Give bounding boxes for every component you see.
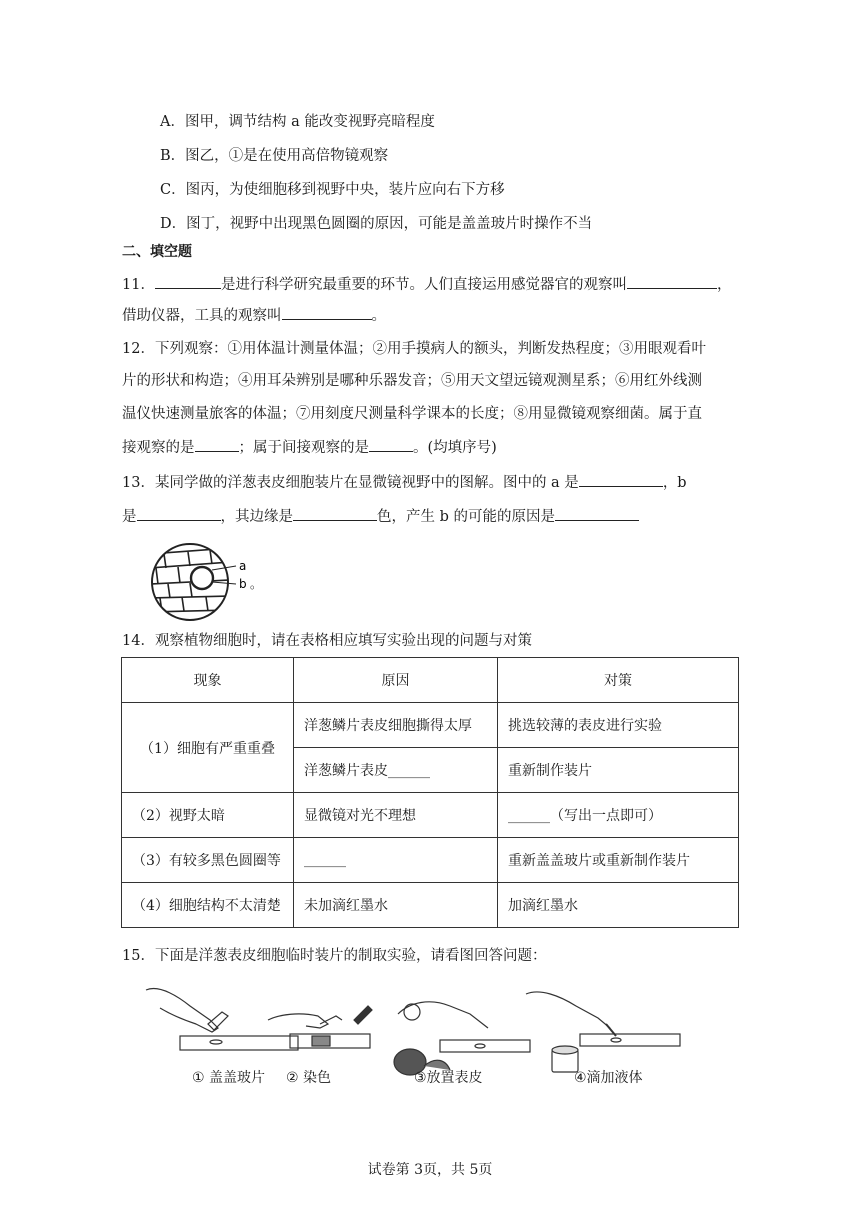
place-epidermis-step-illustration [394, 1002, 530, 1075]
answer-blank[interactable] [369, 437, 413, 452]
header-cause: 原因 [294, 658, 498, 703]
q11-text2: ， [716, 277, 732, 293]
question-13-line1 [122, 472, 687, 493]
row3-cause[interactable]: ______ [294, 838, 498, 883]
q12-text: ；属于间接观察的是 [238, 440, 369, 456]
table-row [122, 838, 739, 883]
row2-fix[interactable]: ______（写出一点即可） [498, 793, 739, 838]
caption-staining: ② 染色 [286, 1070, 332, 1086]
answer-blank[interactable] [155, 274, 221, 289]
q11-number: 11． [122, 277, 155, 293]
row1-fix-2: 重新制作装片 [498, 748, 739, 793]
q13-end: 。 [250, 577, 263, 591]
row1-fix-1: 挑选较薄的表皮进行实验 [498, 703, 739, 748]
label-b: b [239, 577, 247, 591]
q13-text: ，b [662, 475, 687, 491]
question-11-line1 [122, 274, 731, 295]
option-c: C．图丙，为使细胞移到视野中央，装片应向右下方移 [160, 182, 505, 198]
row3-fix: 重新盖盖玻片或重新制作装片 [498, 838, 739, 883]
question-12-line1: 12．下列观察：①用体温计测量体温；②用手摸病人的额头，判断发热程度；③用眼观看叶 [122, 341, 706, 357]
q11-text1: 是进行科学研究最重要的环节。人们直接运用感觉器官的观察叫 [220, 277, 627, 293]
row2-phenomenon: （2）视野太暗 [122, 793, 294, 838]
header-fix: 对策 [498, 658, 739, 703]
question-12-line2: 片的形状和构造；④用耳朵辨别是哪种乐器发音；⑤用天文望远镜观测星系；⑥用红外线测 [122, 373, 702, 389]
option-d: D．图丁，视野中出现黑色圆圈的原因，可能是盖盖玻片时操作不当 [160, 216, 593, 232]
question-11-line2 [122, 305, 386, 326]
header-phenomenon: 现象 [122, 658, 294, 703]
caption-place-epidermis: ③放置表皮 [414, 1070, 483, 1086]
row3-phenomenon: （3）有较多黑色圆圈等 [122, 838, 294, 883]
option-a: A．图甲，调节结构 a 能改变视野亮暗程度 [160, 114, 435, 130]
answer-blank[interactable] [137, 506, 221, 521]
table-row [122, 703, 739, 748]
answer-blank[interactable] [579, 472, 663, 487]
table-row [122, 793, 739, 838]
q11-text4: 。 [371, 308, 386, 324]
answer-blank[interactable] [293, 506, 377, 521]
row2-cause: 显微镜对光不理想 [294, 793, 498, 838]
answer-blank[interactable] [195, 437, 239, 452]
table-row [122, 883, 739, 928]
q13-text: 13．某同学做的洋葱表皮细胞装片在显微镜视野中的图解。图中的 a 是 [122, 475, 579, 491]
answer-blank[interactable] [627, 274, 717, 289]
add-liquid-step-illustration [526, 992, 680, 1072]
caption-add-liquid: ④滴加液体 [574, 1070, 643, 1086]
row1-cause-2[interactable]: 洋葱鳞片表皮______ [294, 748, 498, 793]
answer-blank[interactable] [555, 506, 639, 521]
observation-table [121, 657, 739, 928]
microscope-view-figure [150, 540, 263, 625]
row4-fix: 加滴红墨水 [498, 883, 739, 928]
row1-cause-1: 洋葱鳞片表皮细胞撕得太厚 [294, 703, 498, 748]
question-12-line4 [122, 437, 497, 458]
option-b: B．图乙，①是在使用高倍物镜观察 [160, 148, 389, 164]
table-header-row [122, 658, 739, 703]
q13-text: ，其边缘是 [220, 509, 293, 525]
q13-text: 色，产生 b 的可能的原因是 [377, 509, 555, 525]
cover-slip-step-illustration [146, 989, 298, 1050]
question-15-title: 15．下面是洋葱表皮细胞临时装片的制取实验，请看图回答问题： [122, 948, 547, 964]
row4-cause: 未加滴红墨水 [294, 883, 498, 928]
row1-phenomenon: （1）细胞有严重重叠 [122, 703, 294, 793]
label-a: a [239, 559, 247, 573]
q11-text3: 借助仪器，工具的观察叫 [122, 308, 282, 324]
caption-cover-slip: ① 盖盖玻片 [192, 1070, 266, 1086]
q12-text: 。(均填序号) [413, 440, 497, 456]
answer-blank[interactable] [282, 305, 372, 320]
row4-phenomenon: （4）细胞结构不太清楚 [122, 883, 294, 928]
question-14-title: 14．观察植物细胞时，请在表格相应填写实验出现的问题与对策 [122, 633, 532, 649]
staining-step-illustration [268, 1006, 372, 1048]
question-13-line2 [122, 506, 639, 527]
section-title: 二、填空题 [122, 244, 192, 260]
page-footer: 试卷第 3页，共 5页 [367, 1162, 493, 1178]
q12-text: 接观察的是 [122, 440, 195, 456]
question-12-line3: 温仪快速测量旅客的体温；⑦用刻度尺测量科学课本的长度；⑧用显微镜观察细菌。属于直 [122, 406, 702, 422]
q13-text: 是 [122, 509, 137, 525]
